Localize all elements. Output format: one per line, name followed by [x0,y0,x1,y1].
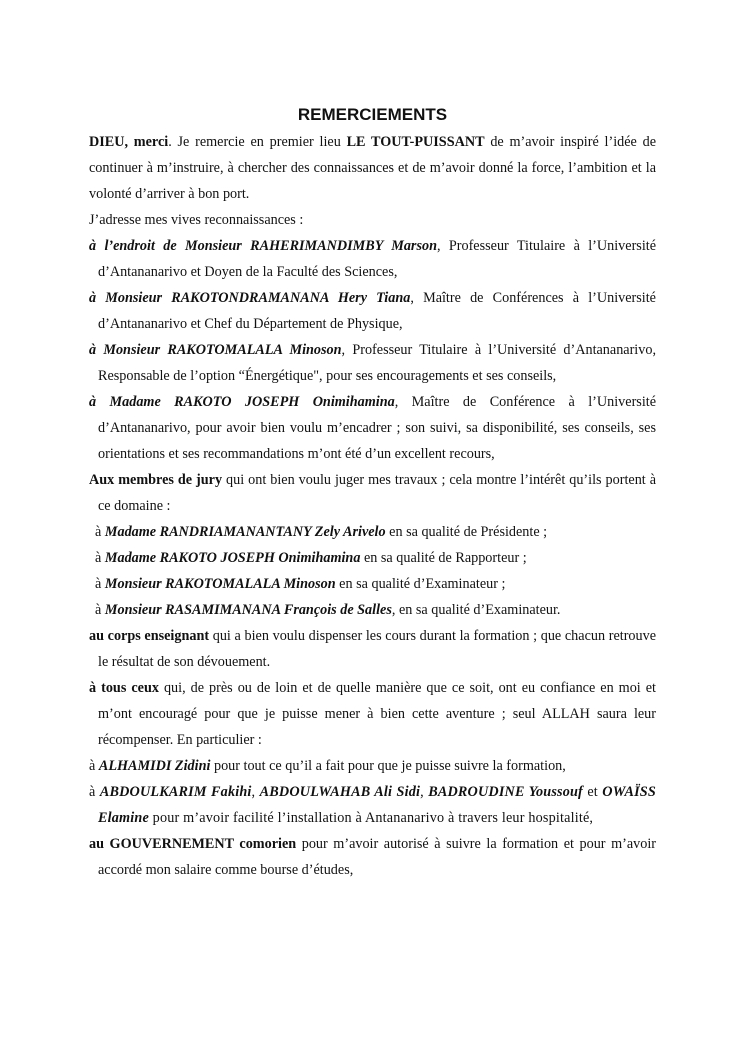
thanks-rakotomalala-text: , Professeur Titulaire à l’Université d’Antananarivo, Responsable de l’option “Énergétique", pour ses encouragements et ses conseils, [98,342,656,384]
alhamidi-text: pour tout ce qu’il a fait pour que je puisse suivre la formation, [210,758,566,774]
gouv-lead: au GOUVERNEMENT comorien [89,836,297,852]
thanks-gouvernement [89,831,656,883]
thanks-raherimandimby [89,233,656,285]
amis-prefix: à [89,784,100,800]
alhamidi-name: ALHAMIDI Zidini [98,758,211,774]
jury-member-role: en sa qualité de Présidente ; [385,524,548,540]
thanks-raherimandimby-name: à l’endroit de Monsieur RAHERIMANDIMBY Marson [89,238,437,254]
amis-text: pour m’avoir facilité l’installation à Antananarivo à travers leur hospitalité, [148,810,594,826]
amis-sep-3: et [582,784,603,800]
intro-paragraph [89,129,656,207]
jury-member-role: , en sa qualité d’Examinateur. [391,602,561,618]
jury-member-name: Monsieur RASAMIMANANA François de Salles [104,602,392,618]
adresse-line: J’adresse mes vives reconnaissances : [89,212,304,228]
alhamidi-prefix: à [89,758,99,774]
tous-text: qui, de près ou de loin et de quelle manière que ce soit, ont eu confiance en moi et m’ont encouragé pour que je puisse mener à bien cette aventure ; seul ALLAH saura leur récompenser. En particulier : [98,680,656,748]
document-body [89,103,656,883]
jury-member [89,571,656,597]
jury-lead: Aux membres de jury [89,472,223,488]
amis-sep-1: , [251,784,260,800]
thanks-amis [89,779,656,831]
jury-member-prefix: à [95,602,105,618]
thanks-raherimandimby-text: , Professeur Titulaire à l’Université d’Antananarivo et Doyen de la Faculté des Sciences, [98,238,657,280]
thanks-rakotomalala [89,337,656,389]
thanks-rakotondramanana [89,285,656,337]
jury-member-name: Monsieur RAKOTOMALALA Minoson [104,576,336,592]
jury-member [89,519,656,545]
amis-name-4: OWAÏSS Elamine [98,784,656,826]
intro-dieu: DIEU, merci [89,134,169,150]
jury-member-prefix: à [95,576,105,592]
thanks-rakotondramanana-name: à Monsieur RAKOTONDRAMANANA Hery Tiana [89,290,411,306]
gouv-text: pour m’avoir autorisé à suivre la formation et pour m’avoir accordé mon salaire comme bourse d’études, [98,836,657,878]
thanks-alhamidi [89,753,656,779]
corps-lead: au corps enseignant [89,628,210,644]
thanks-jury [89,467,656,519]
jury-member-prefix: à [95,550,105,566]
intro-tout-puissant: LE TOUT-PUISSANT [346,134,485,150]
jury-member [89,597,656,623]
jury-member [89,545,656,571]
jury-member-role: en sa qualité de Rapporteur ; [360,550,527,566]
page-title: REMERCIEMENTS [297,105,448,124]
amis-name-1: ABDOULKARIM Fakihi [99,784,252,800]
amis-name-2: ABDOULWAHAB Ali Sidi [259,784,421,800]
jury-member-name: Madame RANDRIAMANANTANY Zely Arivelo [104,524,386,540]
thanks-rakoto-joseph-text: , Maître de Conférence à l’Université d’Antananarivo, pour avoir bien voulu m’encadrer ; son suivi, sa disponibilité, ses conseils, ses orientations et ses recommandations m’ont été d’un excellent recours, [98,394,657,462]
thanks-rakoto-joseph-name: à Madame RAKOTO JOSEPH Onimihamina [89,394,395,410]
thanks-rakotondramanana-text: , Maître de Conférences à l’Université d’Antananarivo et Chef du Département de Physique, [98,290,656,332]
thanks-rakotomalala-name: à Monsieur RAKOTOMALALA Minoson [89,342,342,358]
jury-member-name: Madame RAKOTO JOSEPH Onimihamina [104,550,361,566]
amis-sep-2: , [420,784,429,800]
amis-name-3: BADROUDINE Youssouf [428,784,583,800]
thanks-corps-enseignant [89,623,656,675]
tous-lead: à tous ceux [89,680,159,696]
intro-text-2: de m’avoir inspiré l’idée de continuer à m’instruire, à chercher des connaissances et de m’avoir donné la force, l’ambition et la volonté d’arriver à bon port. [89,134,656,202]
thanks-rakoto-joseph [89,389,656,467]
thanks-tous-ceux [89,675,656,753]
intro-text-1: . Je remercie en premier lieu [168,134,347,150]
jury-member-role: en sa qualité d’Examinateur ; [335,576,506,592]
jury-text: qui ont bien voulu juger mes travaux ; cela montre l’intérêt qu’ils portent à ce domaine : [98,472,657,514]
jury-member-prefix: à [95,524,105,540]
corps-text: qui a bien voulu dispenser les cours durant la formation ; que chacun retrouve le résultat de son dévouement. [98,628,656,670]
